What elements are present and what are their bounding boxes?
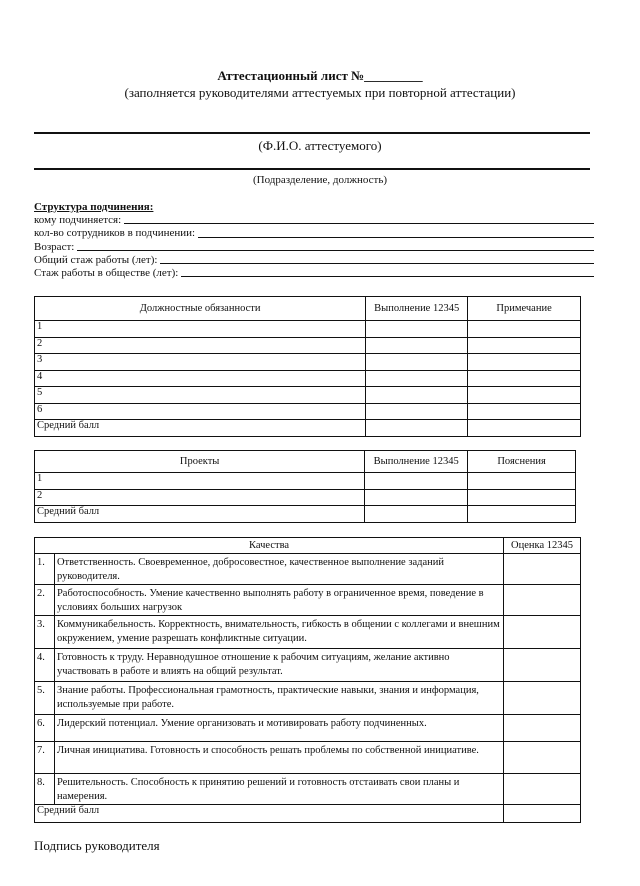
note-cell[interactable] xyxy=(468,370,581,387)
structure-field[interactable]: кому подчиняется: xyxy=(34,214,594,227)
score-cell[interactable] xyxy=(366,370,468,387)
score-cell[interactable] xyxy=(504,774,581,805)
note-cell[interactable] xyxy=(468,387,581,404)
structure-field[interactable]: Возраст: xyxy=(34,241,594,254)
score-cell[interactable] xyxy=(504,554,581,585)
score-cell[interactable] xyxy=(366,354,468,371)
score-cell[interactable] xyxy=(366,337,468,354)
score-cell[interactable] xyxy=(504,649,581,682)
qualities-header: Качества xyxy=(35,538,504,554)
avg-row: Средний балл xyxy=(35,506,576,523)
score-cell[interactable] xyxy=(504,585,581,616)
table-row: 7. Личная инициатива. Готовность и способность решать проблемы по собственной инициативе. xyxy=(35,742,581,774)
dept-label: (Подразделение, должность) xyxy=(253,174,387,186)
score-cell[interactable] xyxy=(366,387,468,404)
fio-label: (Ф.И.О. аттестуемого) xyxy=(258,138,382,153)
avg-row: Средний балл xyxy=(35,420,581,437)
note-cell[interactable] xyxy=(468,337,581,354)
table-row: 1. Ответственность. Своевременное, добросовестное, качественное выполнение заданий руководителя. xyxy=(35,554,581,585)
qualities-table xyxy=(34,537,581,823)
table-row: 6. Лидерский потенциал. Умение организовать и мотивировать работу подчиненных. xyxy=(35,715,581,742)
table-row: 3 xyxy=(35,354,581,371)
table-row: 5. Знание работы. Профессиональная грамотность, практические навыки, знания и информация, используемые при работе. xyxy=(35,682,581,715)
duties-table xyxy=(34,296,581,437)
note-cell[interactable] xyxy=(468,506,576,523)
table-row: 5 xyxy=(35,387,581,404)
projects-header: Выполнение 12345 xyxy=(365,451,468,473)
structure-field[interactable]: кол-во сотрудников в подчинении: xyxy=(34,227,594,240)
score-cell[interactable] xyxy=(504,616,581,649)
structure-section xyxy=(34,201,594,280)
structure-field[interactable]: Общий стаж работы (лет): xyxy=(34,254,594,267)
structure-field[interactable]: Стаж работы в обществе (лет): xyxy=(34,267,594,280)
note-cell[interactable] xyxy=(468,403,581,420)
score-cell[interactable] xyxy=(366,321,468,338)
table-row: 4 xyxy=(35,370,581,387)
duties-header: Должностные обязанности xyxy=(35,297,366,321)
avg-row: Средний балл xyxy=(35,805,581,823)
score-cell[interactable] xyxy=(365,473,468,490)
projects-header: Пояснения xyxy=(468,451,576,473)
projects-header: Проекты xyxy=(35,451,365,473)
table-row: 1 xyxy=(35,321,581,338)
score-cell[interactable] xyxy=(365,489,468,506)
note-cell[interactable] xyxy=(468,354,581,371)
structure-heading: Структура подчинения: xyxy=(34,201,154,213)
duties-header: Выполнение 12345 xyxy=(366,297,468,321)
form-title: Аттестационный лист №_________ xyxy=(217,68,423,83)
table-row: 2. Работоспособность. Умение качественно выполнять работу в ограниченное время, поведение в условиях больших нагрузок xyxy=(35,585,581,616)
table-row: 2 xyxy=(35,337,581,354)
score-cell[interactable] xyxy=(366,403,468,420)
score-cell[interactable] xyxy=(504,682,581,715)
table-row: 4. Готовность к труду. Неравнодушное отношение к рабочим ситуациям, желание активно участвовать в работе и влиять на общий результат. xyxy=(35,649,581,682)
score-cell[interactable] xyxy=(504,715,581,742)
signature-label: Подпись руководителя xyxy=(34,838,160,853)
qualities-header: Оценка 12345 xyxy=(504,538,581,554)
table-row: 2 xyxy=(35,489,576,506)
form-subtitle: (заполняется руководителями аттестуемых при повторной аттестации) xyxy=(124,85,516,100)
table-row: 1 xyxy=(35,473,576,490)
table-row: 3. Коммуникабельность. Корректность, внимательность, гибкость в общении с коллегами и внешним окружением, умение разрешать конфликтные ситуации. xyxy=(35,616,581,649)
note-cell[interactable] xyxy=(468,420,581,437)
duties-header: Примечание xyxy=(468,297,581,321)
table-row: 8. Решительность. Способность к принятию решений и готовность отстаивать свои планы и намерения. xyxy=(35,774,581,805)
score-cell[interactable] xyxy=(366,420,468,437)
projects-table xyxy=(34,450,576,523)
score-cell[interactable] xyxy=(365,506,468,523)
table-row: 6 xyxy=(35,403,581,420)
dept-line xyxy=(34,168,590,170)
note-cell[interactable] xyxy=(468,473,576,490)
score-cell[interactable] xyxy=(504,805,581,823)
score-cell[interactable] xyxy=(504,742,581,774)
note-cell[interactable] xyxy=(468,321,581,338)
note-cell[interactable] xyxy=(468,489,576,506)
fio-line xyxy=(34,132,590,134)
